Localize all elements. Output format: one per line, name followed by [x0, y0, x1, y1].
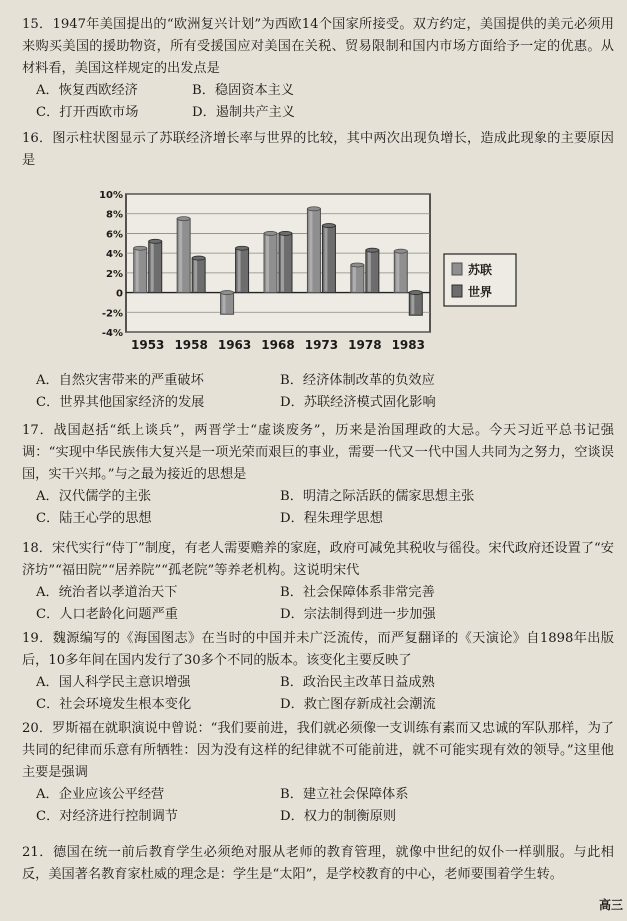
bar-ussr	[264, 233, 277, 292]
bar-top-cap	[307, 207, 320, 211]
bar-highlight	[179, 220, 182, 292]
bar-world	[149, 241, 162, 292]
q20-option-d[interactable]: D．权力的制衡原则	[280, 809, 397, 824]
page-footer-grade: 高三	[598, 898, 623, 912]
y-tick-label: 8%	[106, 209, 123, 221]
y-tick-label: 0	[116, 288, 123, 300]
bar-top-cap	[192, 256, 205, 260]
legend-label: 苏联	[468, 263, 493, 277]
bar-highlight	[151, 242, 154, 291]
bar-highlight	[396, 252, 399, 291]
x-tick-label: 1978	[348, 338, 382, 352]
bar-ussr	[177, 219, 190, 293]
x-tick-label: 1963	[217, 338, 252, 352]
bar-world	[279, 233, 292, 292]
q19-option-c[interactable]: C．社会环境发生根本变化	[36, 697, 192, 712]
bar-highlight	[324, 227, 327, 292]
q15-option-b[interactable]: B．稳固资本主义	[192, 83, 295, 98]
question-19-stem: 19．魏源编写的《海国图志》在当时的中国并未广泛流传，而严复翻译的《天演论》自1898年出版后，10多年间在国内发行了30多个不同的版本。该变化主要反映了	[22, 631, 614, 668]
question-21-stem: 21．德国在统一前后教育学生必须绝对服从老师的教育管理，就像中世纪的奴仆一样驯服。与此相反，美国著名教育家杜威的理念是：学生是“太阳”，是学校教育的中心，老师要围着学生转。	[22, 845, 614, 882]
q17-option-d[interactable]: D．程朱理学思想	[280, 511, 383, 526]
growth-chart-svg	[92, 182, 532, 362]
y-tick-label: 6%	[106, 229, 123, 241]
bar-top-cap	[409, 291, 422, 295]
question-16-stem: 16．图示柱状图显示了苏联经济增长率与世界的比较，其中两次出现负增长，造成此现象的主要原因是	[22, 131, 614, 168]
legend-label: 世界	[468, 285, 493, 299]
bar-highlight	[309, 210, 312, 292]
q15-option-c[interactable]: C．打开西欧市场	[36, 105, 139, 120]
bar-highlight	[411, 294, 414, 315]
y-tick-label: 2%	[106, 268, 123, 280]
q20-option-b[interactable]: B．建立社会保障体系	[280, 787, 409, 802]
question-19	[22, 628, 614, 716]
q18-option-b[interactable]: B．社会保障体系非常完善	[280, 585, 435, 600]
bar-top-cap	[351, 263, 364, 267]
question-20-stem: 20．罗斯福在就职演说中曾说：“我们要前进，我们就必须像一支训练有素而又忠诚的军队那样，为了共同的纪律而乐意有所牺牲：因为没有这样的纪律就不可能前进，就不可能实现有效的领导。”这里他主要是强调	[22, 721, 614, 780]
q20-option-a[interactable]: A．企业应该公平经营	[36, 787, 165, 802]
bar-ussr	[134, 248, 147, 292]
question-16-options	[22, 370, 614, 414]
question-15	[22, 14, 614, 124]
legend-swatch	[452, 263, 462, 275]
question-18-options-row1	[22, 582, 614, 604]
question-16	[22, 128, 614, 172]
bar-top-cap	[394, 249, 407, 253]
bar-highlight	[281, 234, 284, 291]
q18-option-a[interactable]: A．统治者以孝道治天下	[36, 585, 178, 600]
bar-highlight	[238, 249, 241, 291]
y-tick-label: -4%	[101, 328, 123, 339]
x-tick-label: 1968	[261, 338, 295, 352]
bar-highlight	[353, 266, 356, 292]
bar-top-cap	[149, 239, 162, 243]
question-17	[22, 420, 614, 530]
q18-option-d[interactable]: D．宗法制得到进一步加强	[280, 607, 436, 622]
bar-top-cap	[236, 246, 249, 250]
bar-ussr	[351, 265, 364, 293]
bar-world	[192, 258, 205, 293]
x-tick-label: 1958	[174, 338, 208, 352]
y-tick-label: -2%	[101, 308, 123, 320]
question-17-stem: 17．战国赵括“纸上谈兵”，两晋学士“虚谈废务”，历来是治国理政的大忌。今天习近平总书记强调：“实现中华民族伟大复兴是一项光荣而艰巨的事业，需要一代又一代中国人共同为之努力，空谈误国，实干兴邦。”与之最为接近的思想是	[22, 423, 614, 482]
x-tick-label: 1983	[391, 338, 425, 352]
q17-option-a[interactable]: A．汉代儒学的主张	[36, 489, 152, 504]
question-16-options-row1	[22, 370, 614, 392]
bar-top-cap	[279, 231, 292, 235]
question-21	[22, 842, 614, 886]
question-18-options-row2	[22, 604, 614, 626]
plot-frame	[126, 194, 430, 332]
question-15-stem: 15．1947年美国提出的“欧洲复兴计划”为西欧14个国家所接受。双方约定，美国提供的美元必须用来购买美国的援助物资，所有受援国应对美国在关税、贸易限制和国内市场方面给予一定的优惠。从材料看，美国这样规定的出发点是	[22, 17, 614, 76]
question-19-options-row2	[22, 694, 614, 716]
question-17-options-row2	[22, 508, 614, 530]
question-15-options-row1	[22, 80, 614, 102]
y-tick-label: 4%	[106, 249, 123, 261]
bar-world	[409, 293, 422, 316]
q19-option-b[interactable]: B．政治民主改革日益成熟	[280, 675, 435, 690]
bar-top-cap	[264, 231, 277, 235]
question-17-options-row1	[22, 486, 614, 508]
bar-world	[236, 248, 249, 292]
bar-ussr	[221, 293, 234, 315]
q20-option-c[interactable]: C．对经济进行控制调节	[36, 809, 178, 824]
q16-option-d[interactable]: D．苏联经济模式固化影响	[280, 395, 436, 410]
bar-ussr	[394, 251, 407, 292]
q17-option-b[interactable]: B．明清之际活跃的儒家思想主张	[280, 489, 475, 504]
q16-option-a[interactable]: A．自然灾害带来的严重破坏	[36, 373, 204, 388]
bar-highlight	[194, 259, 197, 292]
q19-option-d[interactable]: D．救亡图存新成社会潮流	[280, 697, 436, 712]
question-16-options-row2	[22, 392, 614, 414]
bar-highlight	[266, 234, 269, 291]
question-20-options-row2	[22, 806, 614, 828]
q18-option-c[interactable]: C．人口老龄化问题严重	[36, 607, 178, 622]
question-19-options-row1	[22, 672, 614, 694]
bar-top-cap	[322, 224, 335, 228]
question-18	[22, 538, 614, 626]
question-20-options-row1	[22, 784, 614, 806]
bar-top-cap	[366, 248, 379, 252]
question-18-stem: 18．宋代实行“侍丁”制度，有老人需要赡养的家庭，政府可减免其税收与徭役。宋代政府还设置了“安济坊”“福田院”“居养院”“孤老院”等养老机构。这说明宋代	[22, 541, 614, 578]
y-tick-label: 10%	[99, 190, 123, 201]
q19-option-a[interactable]: A．国人科学民主意识增强	[36, 675, 191, 690]
question-20	[22, 718, 614, 828]
bar-highlight	[223, 294, 226, 314]
bar-world	[366, 250, 379, 292]
x-tick-label: 1953	[131, 338, 165, 352]
q16-option-c[interactable]: C．世界其他国家经济的发展	[36, 395, 205, 410]
bar-top-cap	[221, 291, 234, 295]
q16-option-b[interactable]: B．经济体制改革的负效应	[280, 373, 435, 388]
bar-ussr	[307, 209, 320, 293]
bar-world	[322, 226, 335, 293]
bar-highlight	[136, 249, 139, 291]
question-15-options-row2	[22, 102, 614, 124]
growth-chart	[92, 182, 532, 362]
legend-swatch	[452, 285, 462, 297]
bar-highlight	[368, 251, 371, 291]
q15-option-a[interactable]: A．恢复西欧经济	[36, 83, 138, 98]
q17-option-c[interactable]: C．陆王心学的思想	[36, 511, 152, 526]
bar-top-cap	[134, 246, 147, 250]
x-tick-label: 1973	[304, 338, 339, 352]
q15-option-d[interactable]: D．遏制共产主义	[192, 105, 295, 120]
bar-top-cap	[177, 217, 190, 221]
